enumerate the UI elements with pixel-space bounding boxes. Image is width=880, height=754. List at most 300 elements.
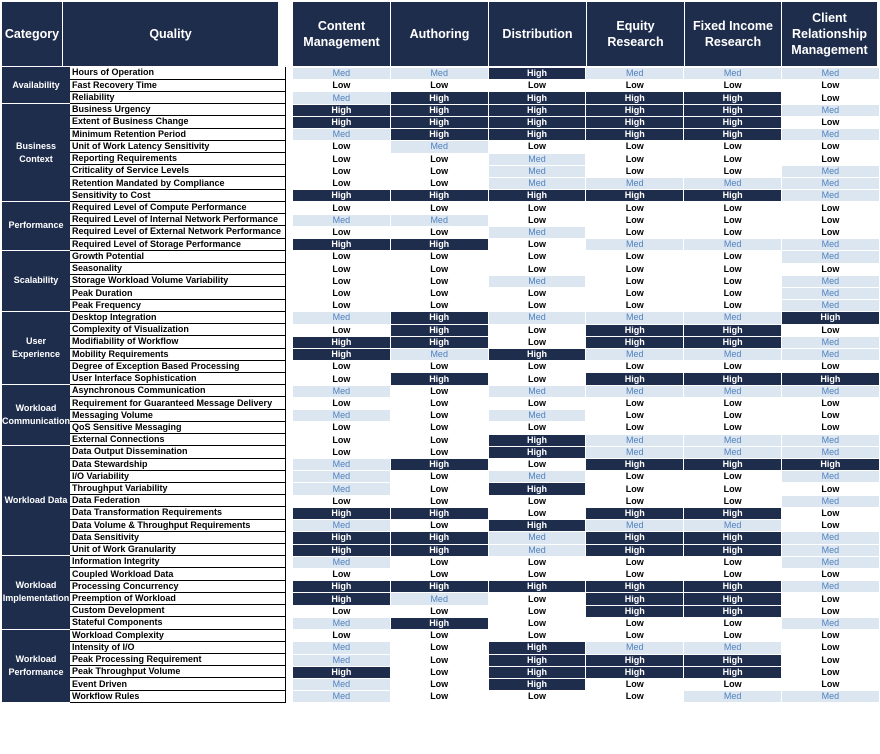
rating-cell: Med — [781, 68, 879, 80]
rating-cell: Low — [390, 495, 488, 507]
rating-cell: Low — [390, 165, 488, 177]
header-client-relationship-management: Client Relationship Management — [782, 2, 878, 66]
rating-row — [293, 459, 880, 471]
category-cell: Scalability — [2, 250, 70, 311]
rating-row — [293, 385, 880, 397]
rating-cell: Med — [781, 434, 879, 446]
rating-cell: Low — [390, 153, 488, 165]
rating-cell: High — [781, 373, 879, 385]
rating-cell: High — [586, 190, 684, 202]
rating-cell: Low — [293, 165, 391, 177]
rating-cell: High — [488, 581, 586, 593]
quality-table — [2, 67, 286, 703]
rating-cell: High — [488, 349, 586, 361]
rating-row — [293, 190, 880, 202]
rating-cell: Med — [488, 385, 586, 397]
rating-cell: Low — [488, 287, 586, 299]
rating-cell: Low — [684, 630, 782, 642]
rating-cell: Low — [293, 324, 391, 336]
rating-row — [293, 104, 880, 116]
rating-row — [293, 556, 880, 568]
header-category: Category — [2, 2, 63, 66]
rating-row — [293, 520, 880, 532]
rating-cell: High — [684, 544, 782, 556]
rating-row — [293, 532, 880, 544]
rating-cell: Low — [390, 434, 488, 446]
rating-cell: Med — [293, 654, 391, 666]
rating-cell: Low — [586, 691, 684, 703]
rating-cell: Med — [293, 129, 391, 141]
rating-cell: Low — [586, 214, 684, 226]
rating-cell: High — [488, 483, 586, 495]
rating-cell: Med — [293, 410, 391, 422]
category-cell: Availability — [2, 67, 70, 104]
rating-row — [293, 373, 880, 385]
rating-cell: Low — [781, 568, 879, 580]
quality-cell: Data Federation — [70, 495, 285, 507]
rating-cell: Med — [684, 312, 782, 324]
rating-cell: High — [390, 617, 488, 629]
quality-cell: Seasonality — [70, 263, 285, 275]
rating-cell: Med — [781, 336, 879, 348]
rating-cell: Med — [586, 446, 684, 458]
rating-cell: Med — [488, 532, 586, 544]
quality-cell: Processing Concurrency — [70, 580, 285, 592]
rating-cell: Med — [293, 214, 391, 226]
rating-cell: Med — [684, 691, 782, 703]
rating-cell: Med — [293, 471, 391, 483]
rating-cell: Low — [684, 226, 782, 238]
rating-cell: Med — [586, 385, 684, 397]
rating-cell: Low — [781, 422, 879, 434]
quality-cell: Asynchronous Communication — [70, 385, 285, 397]
rating-cell: Med — [390, 68, 488, 80]
rating-row — [293, 581, 880, 593]
rating-cell: Low — [488, 507, 586, 519]
quality-cell: Data Sensitivity — [70, 531, 285, 543]
rating-row — [293, 593, 880, 605]
quality-cell: Hours of Operation — [70, 67, 285, 79]
rating-cell: Low — [390, 361, 488, 373]
rating-cell: Low — [390, 666, 488, 678]
quality-row — [2, 629, 285, 641]
rating-cell: Low — [586, 263, 684, 275]
rating-cell: Low — [586, 568, 684, 580]
rating-cell: Med — [781, 251, 879, 263]
rating-row — [293, 165, 880, 177]
quality-cell: Peak Duration — [70, 287, 285, 299]
rating-cell: Low — [781, 520, 879, 532]
rating-cell: Med — [781, 617, 879, 629]
quality-cell: Peak Processing Requirement — [70, 654, 285, 666]
rating-cell: Low — [390, 287, 488, 299]
rating-cell: Low — [293, 226, 391, 238]
rating-cell: Low — [781, 141, 879, 153]
category-cell: Performance — [2, 201, 70, 250]
rating-cell: Low — [390, 202, 488, 214]
rating-cell: Low — [781, 116, 879, 128]
rating-cell: Med — [390, 349, 488, 361]
quality-row — [2, 556, 285, 568]
rating-cell: Med — [781, 239, 879, 251]
rating-cell: High — [586, 373, 684, 385]
quality-cell: Required Level of Internal Network Performance — [70, 214, 285, 226]
rating-row — [293, 116, 880, 128]
quality-cell: Sensitivity to Cost — [70, 189, 285, 201]
rating-cell: Med — [390, 214, 488, 226]
rating-cell: Med — [781, 532, 879, 544]
quality-cell: Requirement for Guaranteed Message Delivery — [70, 397, 285, 409]
rating-cell: Med — [781, 287, 879, 299]
rating-cell: Med — [488, 312, 586, 324]
rating-cell: Low — [293, 80, 391, 92]
rating-cell: Low — [488, 495, 586, 507]
rating-cell: Low — [781, 642, 879, 654]
quality-cell: Reporting Requirements — [70, 153, 285, 165]
rating-cell: Low — [390, 251, 488, 263]
category-cell: Business Context — [2, 104, 70, 202]
rating-cell: High — [488, 520, 586, 532]
rating-cell: High — [293, 104, 391, 116]
rating-cell: High — [293, 239, 391, 251]
rating-cell: Low — [684, 397, 782, 409]
rating-cell: Low — [488, 593, 586, 605]
rating-cell: High — [390, 104, 488, 116]
rating-cell: Low — [293, 251, 391, 263]
rating-cell: Med — [293, 556, 391, 568]
rating-cell: Low — [586, 410, 684, 422]
rating-cell: Low — [781, 507, 879, 519]
header-content-management: Content Management — [293, 2, 391, 66]
rating-cell: Low — [390, 678, 488, 690]
rating-cell: Low — [781, 202, 879, 214]
category-cell: User Experience — [2, 311, 70, 384]
rating-cell: Med — [781, 165, 879, 177]
rating-row — [293, 434, 880, 446]
quality-cell: Business Urgency — [70, 104, 285, 116]
quality-cell: Growth Potential — [70, 250, 285, 262]
rating-cell: Low — [781, 483, 879, 495]
header-authoring: Authoring — [391, 2, 489, 66]
rating-row — [293, 507, 880, 519]
rating-cell: Low — [488, 80, 586, 92]
rating-cell: Low — [293, 275, 391, 287]
quality-cell: Desktop Integration — [70, 311, 285, 323]
rating-cell: Low — [684, 275, 782, 287]
rating-row — [293, 80, 880, 92]
category-cell: Workload Performance — [2, 629, 70, 702]
quality-cell: Modifiability of Workflow — [70, 336, 285, 348]
quality-cell: Peak Frequency — [70, 299, 285, 311]
quality-cell: Fast Recovery Time — [70, 79, 285, 91]
rating-cell: High — [293, 544, 391, 556]
rating-cell: Low — [293, 300, 391, 312]
rating-cell: Low — [684, 471, 782, 483]
rating-cell: Med — [781, 275, 879, 287]
rating-row — [293, 153, 880, 165]
rating-cell: Low — [684, 678, 782, 690]
quality-cell: Coupled Workload Data — [70, 568, 285, 580]
rating-cell: Low — [684, 263, 782, 275]
rating-cell: Low — [293, 153, 391, 165]
rating-cell: Med — [684, 642, 782, 654]
rating-cell: Low — [390, 605, 488, 617]
rating-row — [293, 666, 880, 678]
rating-cell: Low — [488, 324, 586, 336]
rating-cell: Med — [781, 349, 879, 361]
rating-row — [293, 92, 880, 104]
rating-cell: Med — [488, 153, 586, 165]
quality-cell: Peak Throughput Volume — [70, 666, 285, 678]
rating-cell: Low — [390, 177, 488, 189]
rating-cell: Low — [781, 226, 879, 238]
rating-cell: Low — [293, 422, 391, 434]
quality-cell: I/O Variability — [70, 470, 285, 482]
rating-cell: High — [684, 507, 782, 519]
rating-cell: Low — [781, 410, 879, 422]
quality-row — [2, 104, 285, 116]
rating-cell: High — [390, 532, 488, 544]
rating-cell: Low — [293, 141, 391, 153]
rating-cell: Low — [586, 226, 684, 238]
rating-cell: Med — [488, 275, 586, 287]
rating-cell: Med — [586, 349, 684, 361]
rating-cell: Low — [684, 300, 782, 312]
rating-cell: High — [586, 581, 684, 593]
rating-row — [293, 642, 880, 654]
quality-cell: Required Level of Storage Performance — [70, 238, 285, 250]
rating-cell: Low — [684, 483, 782, 495]
rating-cell: Low — [488, 361, 586, 373]
rating-cell: High — [293, 190, 391, 202]
rating-cell: Low — [586, 165, 684, 177]
rating-cell: Med — [684, 385, 782, 397]
quality-cell: Extent of Business Change — [70, 116, 285, 128]
quality-cell: Required Level of External Network Performance — [70, 226, 285, 238]
quality-cell: Messaging Volume — [70, 409, 285, 421]
rating-cell: High — [488, 129, 586, 141]
rating-cell: Med — [684, 68, 782, 80]
rating-cell: Med — [781, 495, 879, 507]
rating-cell: High — [488, 678, 586, 690]
rating-cell: Med — [488, 544, 586, 556]
rating-cell: High — [488, 642, 586, 654]
quality-cell: User Interface Sophistication — [70, 372, 285, 384]
rating-cell: Med — [781, 300, 879, 312]
quality-cell: Retention Mandated by Compliance — [70, 177, 285, 189]
quality-cell: Data Transformation Requirements — [70, 507, 285, 519]
rating-cell: Low — [390, 520, 488, 532]
rating-row — [293, 471, 880, 483]
rating-cell: Low — [293, 361, 391, 373]
rating-cell: Low — [586, 202, 684, 214]
rating-cell: Med — [684, 239, 782, 251]
rating-cell: High — [293, 336, 391, 348]
rating-row — [293, 605, 880, 617]
rating-cell: Low — [781, 630, 879, 642]
rating-cell: High — [684, 190, 782, 202]
rating-row — [293, 654, 880, 666]
rating-cell: High — [293, 507, 391, 519]
rating-cell: Low — [390, 397, 488, 409]
quality-cell: Storage Workload Volume Variability — [70, 275, 285, 287]
rating-row — [293, 397, 880, 409]
rating-cell: High — [390, 581, 488, 593]
rating-cell: Med — [586, 177, 684, 189]
rating-cell: Med — [586, 312, 684, 324]
rating-cell: High — [390, 312, 488, 324]
rating-row — [293, 251, 880, 263]
rating-cell: Low — [293, 568, 391, 580]
rating-cell: Med — [781, 177, 879, 189]
rating-cell: High — [488, 434, 586, 446]
rating-row — [293, 410, 880, 422]
rating-cell: Low — [293, 287, 391, 299]
rating-row — [293, 239, 880, 251]
rating-cell: High — [488, 116, 586, 128]
rating-cell: Low — [390, 654, 488, 666]
rating-cell: High — [390, 239, 488, 251]
rating-cell: High — [684, 104, 782, 116]
rating-cell: Low — [488, 630, 586, 642]
rating-cell: Low — [586, 483, 684, 495]
rating-cell: High — [684, 129, 782, 141]
rating-cell: Low — [390, 483, 488, 495]
rating-cell: High — [684, 116, 782, 128]
rating-cell: Med — [781, 581, 879, 593]
rating-row — [293, 177, 880, 189]
quality-cell: Data Output Dissemination — [70, 446, 285, 458]
rating-row — [293, 568, 880, 580]
rating-cell: High — [684, 666, 782, 678]
rating-cell: Low — [293, 446, 391, 458]
quality-cell: Data Volume & Throughput Requirements — [70, 519, 285, 531]
rating-row — [293, 275, 880, 287]
rating-cell: High — [488, 446, 586, 458]
rating-cell: High — [586, 92, 684, 104]
rating-cell: Low — [390, 556, 488, 568]
rating-cell: Low — [781, 605, 879, 617]
rating-cell: Low — [488, 141, 586, 153]
rating-cell: High — [781, 459, 879, 471]
rating-cell: Low — [586, 556, 684, 568]
rating-cell: Med — [684, 434, 782, 446]
rating-cell: Med — [684, 520, 782, 532]
rating-cell: High — [390, 129, 488, 141]
rating-cell: Low — [684, 422, 782, 434]
rating-cell: Low — [684, 556, 782, 568]
rating-cell: Med — [488, 177, 586, 189]
quality-cell: Information Integrity — [70, 556, 285, 568]
rating-cell: Low — [781, 324, 879, 336]
rating-cell: Low — [684, 495, 782, 507]
quality-cell: Complexity of Visualization — [70, 324, 285, 336]
rating-cell: Low — [586, 141, 684, 153]
rating-cell: High — [293, 116, 391, 128]
rating-cell: High — [488, 654, 586, 666]
rating-cell: Med — [293, 691, 391, 703]
rating-row — [293, 141, 880, 153]
rating-cell: Low — [390, 630, 488, 642]
rating-cell: Med — [586, 239, 684, 251]
quality-cell: Required Level of Compute Performance — [70, 201, 285, 213]
rating-cell: Low — [390, 446, 488, 458]
rating-cell: Med — [684, 349, 782, 361]
rating-cell: High — [586, 544, 684, 556]
rating-row — [293, 544, 880, 556]
rating-cell: Low — [781, 214, 879, 226]
rating-cell: Med — [293, 678, 391, 690]
rating-cell: Low — [390, 263, 488, 275]
rating-cell: Med — [293, 483, 391, 495]
rating-cell: Low — [586, 630, 684, 642]
rating-cell: High — [586, 336, 684, 348]
rating-cell: Med — [781, 446, 879, 458]
category-cell: Workload Communication — [2, 385, 70, 446]
rating-cell: Med — [781, 556, 879, 568]
rating-cell: Low — [586, 287, 684, 299]
quality-cell: Unit of Work Latency Sensitivity — [70, 140, 285, 152]
category-cell: Workload Implementation — [2, 556, 70, 629]
rating-cell: High — [586, 324, 684, 336]
rating-cell: Med — [293, 617, 391, 629]
header-equity-research: Equity Research — [587, 2, 685, 66]
rating-row — [293, 202, 880, 214]
rating-cell: High — [684, 92, 782, 104]
rating-cell: Low — [488, 568, 586, 580]
rating-cell: Low — [586, 251, 684, 263]
rating-row — [293, 312, 880, 324]
rating-cell: Low — [586, 153, 684, 165]
rating-cell: Low — [781, 263, 879, 275]
rating-cell: High — [684, 324, 782, 336]
rating-cell: Med — [781, 129, 879, 141]
rating-cell: High — [390, 190, 488, 202]
rating-cell: Low — [586, 678, 684, 690]
rating-cell: Low — [781, 397, 879, 409]
rating-cell: Med — [488, 410, 586, 422]
rating-cell: Low — [390, 226, 488, 238]
rating-cell: Low — [586, 471, 684, 483]
rating-cell: Low — [684, 287, 782, 299]
rating-cell: High — [293, 666, 391, 678]
quality-cell: Unit of Work Granularity — [70, 544, 285, 556]
rating-cell: Low — [293, 263, 391, 275]
rating-cell: Low — [684, 214, 782, 226]
rating-row — [293, 678, 880, 690]
rating-cell: Low — [293, 495, 391, 507]
rating-cell: Low — [488, 691, 586, 703]
rating-row — [293, 300, 880, 312]
rating-row — [293, 422, 880, 434]
rating-cell: Low — [488, 397, 586, 409]
rating-cell: Med — [293, 68, 391, 80]
rating-cell: Low — [293, 397, 391, 409]
rating-cell: Low — [488, 617, 586, 629]
rating-cell: High — [390, 324, 488, 336]
rating-cell: Med — [488, 165, 586, 177]
rating-cell: High — [293, 581, 391, 593]
rating-cell: Low — [586, 617, 684, 629]
rating-cell: Low — [684, 80, 782, 92]
rating-cell: Med — [586, 434, 684, 446]
rating-cell: Low — [390, 642, 488, 654]
rating-cell: Med — [488, 471, 586, 483]
rating-cell: Low — [586, 80, 684, 92]
rating-cell: Low — [684, 153, 782, 165]
rating-cell: Low — [390, 385, 488, 397]
quality-row — [2, 446, 285, 458]
